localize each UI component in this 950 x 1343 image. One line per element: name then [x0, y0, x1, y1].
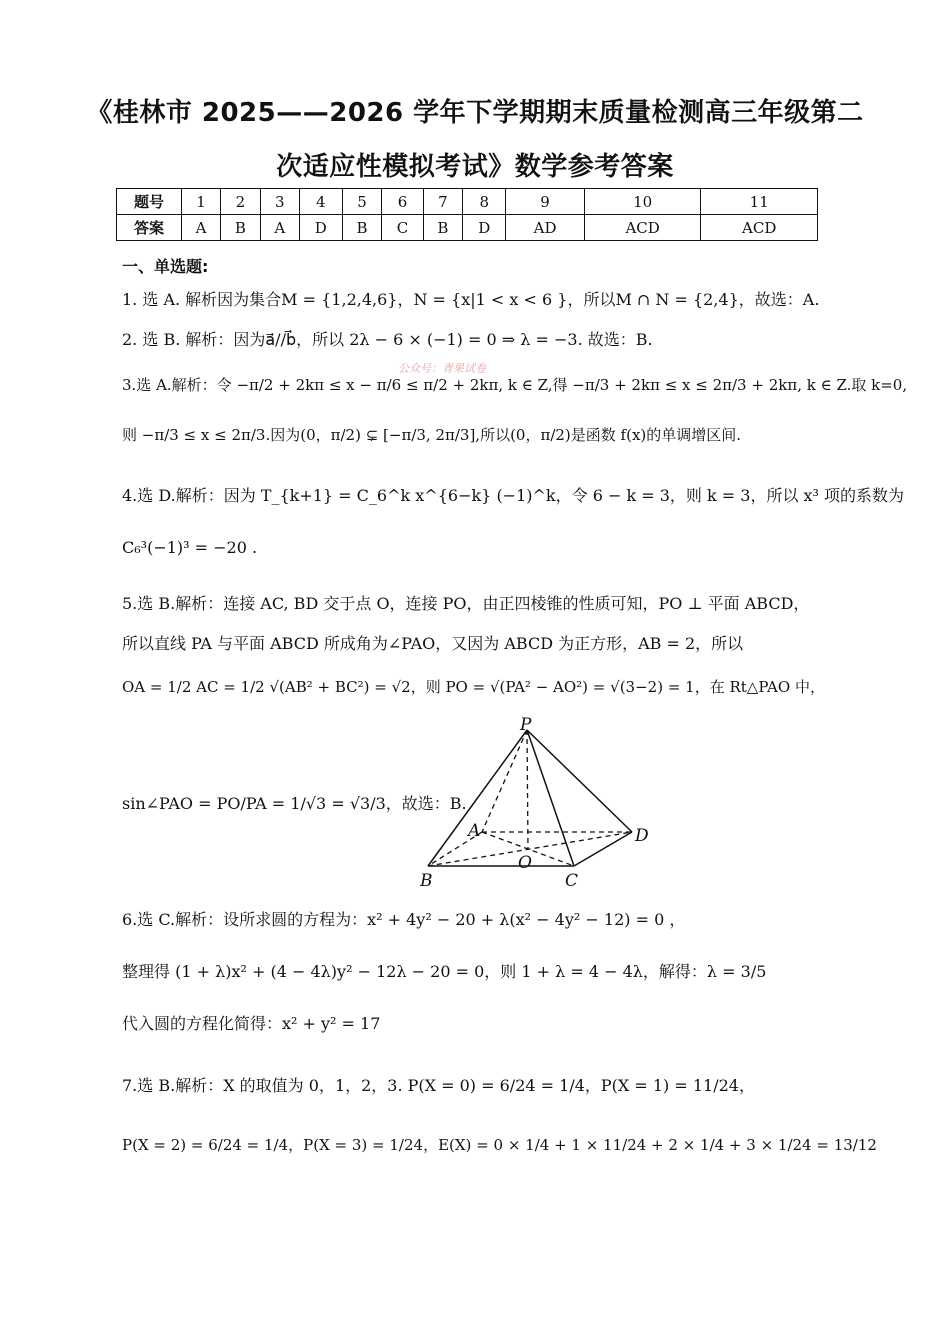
answer-q1: 1. 选 A. 解析因为集合M = {1,2,4,6}，N = {x|1 < x < 6 }，所以M ∩ N = {2,4}，故选：A.: [122, 290, 820, 309]
table-cell: D: [299, 215, 342, 241]
table-cell: 6: [382, 189, 423, 215]
label-P: P: [520, 716, 532, 735]
table-cell: 10: [584, 189, 701, 215]
table-cell: A: [260, 215, 299, 241]
edge-PD: [527, 730, 632, 832]
label-C: C: [565, 871, 579, 891]
table-cell: B: [342, 215, 382, 241]
answer-q2: 2. 选 B. 解析：因为a⃗//b⃗，所以 2λ − 6 × (−1) = 0 ⇒ λ = −3. 故选：B.: [122, 330, 653, 349]
label-B: B: [420, 871, 433, 891]
answer-q6-line2: 整理得 (1 + λ)x² + (4 − 4λ)y² − 12λ − 20 = 0，则 1 + λ = 4 − 4λ，解得：λ = 3/5: [122, 962, 767, 981]
answer-q3-line2: 则 −π/3 ≤ x ≤ 2π/3.因为(0，π/2) ⊊ [−π/3, 2π/3],所以(0，π/2)是函数 f(x)的单调增区间.: [122, 426, 742, 444]
table-cell: 9: [506, 189, 585, 215]
pyramid-figure: [412, 716, 662, 892]
section-title: 一、单选题:: [122, 257, 209, 276]
table-cell: B: [221, 215, 261, 241]
table-cell: ACD: [584, 215, 701, 241]
answer-q5-line3: OA = 1/2 AC = 1/2 √(AB² + BC²) = √2，则 PO = √(PA² − AO²) = √(3−2) = 1，在 Rt△PAO 中，: [122, 678, 825, 696]
table-cell: 1: [182, 189, 221, 215]
answer-table-answer-row: [117, 215, 818, 241]
table-cell: 2: [221, 189, 261, 215]
answer-q7-line2: P(X = 2) = 6/24 = 1/4，P(X = 3) = 1/24，E(X) = 0 × 1/4 + 1 × 11/24 + 2 × 1/4 + 3 × 1/24 = 13/12: [122, 1136, 877, 1154]
table-cell: 11: [701, 189, 818, 215]
answer-q5-line1: 5.选 B.解析：连接 AC, BD 交于点 O，连接 PO，由正四棱锥的性质可知，PO ⊥ 平面 ABCD，: [122, 594, 810, 613]
table-cell: 4: [299, 189, 342, 215]
answer-q3-line1: 3.选 A.解析：令 −π/2 + 2kπ ≤ x − π/6 ≤ π/2 + 2kπ, k ∈ Z,得 −π/3 + 2kπ ≤ x ≤ 2π/3 + 2kπ, k ∈ Z.取 k=0,: [122, 376, 908, 394]
answer-table: [116, 188, 818, 241]
edge-PB: [428, 730, 527, 866]
row-header-number: 题号: [117, 189, 182, 215]
edge-PC: [527, 730, 574, 866]
table-cell: 8: [463, 189, 506, 215]
table-cell: C: [382, 215, 423, 241]
row-header-answer: 答案: [117, 215, 182, 241]
watermark: 公众号：青果试卷: [398, 362, 486, 375]
edge-PA-hidden: [482, 730, 527, 832]
segment-PO: [527, 730, 528, 849]
title-line-1: 《桂林市 2025——2026 学年下学期期末质量检测高三年级第二: [86, 98, 864, 128]
label-D: D: [635, 826, 649, 846]
table-cell: 7: [423, 189, 463, 215]
answer-q5-line2: 所以直线 PA 与平面 ABCD 所成角为∠PAO，又因为 ABCD 为正方形，AB = 2，所以: [122, 634, 744, 653]
label-O: O: [518, 853, 532, 873]
answer-table-number-row: [117, 189, 818, 215]
title-line-2: 次适应性模拟考试》数学参考答案: [276, 152, 674, 182]
answer-q5-line4: sin∠PAO = PO/PA = 1/√3 = √3/3，故选：B.: [122, 794, 467, 813]
table-cell: 5: [342, 189, 382, 215]
label-A: A: [468, 821, 481, 841]
table-cell: AD: [506, 215, 585, 241]
table-cell: 3: [260, 189, 299, 215]
table-cell: ACD: [701, 215, 818, 241]
answer-q4-line2: C₆³(−1)³ = −20 .: [122, 538, 258, 557]
table-cell: D: [463, 215, 506, 241]
edge-CD: [574, 832, 632, 866]
table-cell: A: [182, 215, 221, 241]
answer-q7-line1: 7.选 B.解析：X 的取值为 0，1，2，3. P(X = 0) = 6/24 = 1/4，P(X = 1) = 11/24，: [122, 1076, 755, 1095]
answer-q6-line1: 6.选 C.解析：设所求圆的方程为：x² + 4y² − 20 + λ(x² − 4y² − 12) = 0 ，: [122, 910, 686, 929]
answer-q6-line3: 代入圆的方程化简得：x² + y² = 17: [122, 1014, 381, 1033]
table-cell: B: [423, 215, 463, 241]
answer-q4-line1: 4.选 D.解析：因为 T_{k+1} = C_6^k x^{6−k} (−1)^k，令 6 − k = 3，则 k = 3，所以 x³ 项的系数为: [122, 486, 905, 505]
